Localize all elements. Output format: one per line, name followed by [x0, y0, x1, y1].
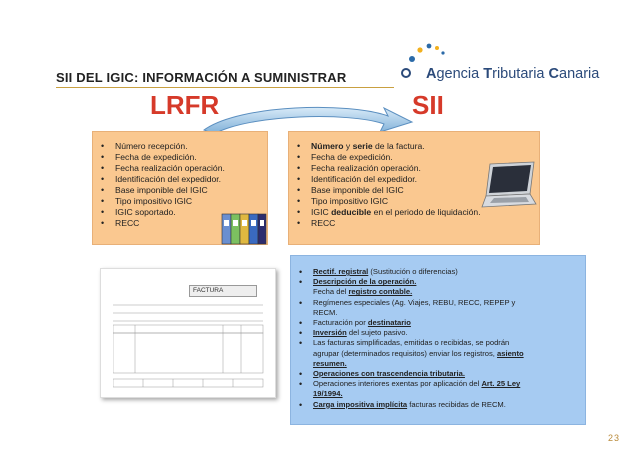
list-item: • Fecha de expedición. [293, 152, 481, 163]
list-item: • Inversión del sujeto pasivo. [295, 328, 524, 338]
list-item: • Identificación del expedidor. [293, 174, 481, 185]
agency-logo [398, 40, 628, 90]
list-item: • IGIC deducible en el periodo de liquidación. [293, 207, 481, 218]
list-item: • Fecha realización operación. [97, 163, 225, 174]
list-item: • RECC [97, 218, 225, 229]
invoice-form-lines [113, 303, 269, 393]
list-item: • Número recepción. [97, 141, 225, 152]
laptop-icon [480, 160, 538, 210]
list-item: • RECC [293, 218, 481, 229]
list-item: • Número y serie de la factura. [293, 141, 481, 152]
title-rule [56, 87, 394, 88]
list-item: • Base imponible del IGIC [293, 185, 481, 196]
invoice-image [100, 268, 276, 398]
list-item: • Tipo impositivo IGIC [97, 196, 225, 207]
list-item: • Identificación del expedidor. [97, 174, 225, 185]
list-item: • Rectif. registral (Sustitución o diferencias) [295, 267, 524, 277]
sii-label: SII [412, 90, 444, 120]
list-item: • Fecha de expedición. [97, 152, 225, 163]
list-item: • Facturación por destinatario [295, 318, 524, 328]
lrfr-label: LRFR [150, 90, 220, 120]
list-item: • Descripción de la operación. [295, 277, 524, 287]
list-item: • Las facturas simplificadas, emitidas o recibidas, se podrán [295, 338, 524, 348]
list-item: • Tipo impositivo IGIC [293, 196, 481, 207]
list-item: Fecha del registro contable. [313, 287, 413, 297]
logo-dots-icon [398, 40, 458, 90]
list-item: • Operaciones interiores exentas por aplicación del Art. 25 Ley [295, 379, 524, 389]
page-number: 23 [607, 433, 620, 443]
list-item: • Carga impositiva implícita facturas recibidas de RECM. [295, 400, 524, 410]
list-item: • Operaciones con trascendencia tributaria. [295, 369, 524, 379]
list-item: 19/1994. [313, 389, 343, 399]
additional-fields-box [290, 255, 586, 425]
list-item: • Base imponible del IGIC [97, 185, 225, 196]
binders-icon [220, 210, 268, 246]
list-item: • Regímenes especiales (Ag. Viajes, REBU, RECC, REPEP y [295, 298, 524, 308]
list-item: agrupar (determinados requisitos) enviar los registros, asiento [313, 348, 524, 358]
list-item: • IGIC soportado. [97, 207, 225, 218]
slide-title: SII DEL IGIC: INFORMACIÓN A SUMINISTRAR [56, 70, 347, 85]
list-item: • Fecha realización operación. [293, 163, 481, 174]
list-item: RECM. [313, 307, 338, 317]
invoice-label: FACTURA [189, 285, 257, 297]
list-item: resumen. [313, 358, 347, 368]
logo-text: Agencia Tributaria Canaria [426, 66, 600, 82]
